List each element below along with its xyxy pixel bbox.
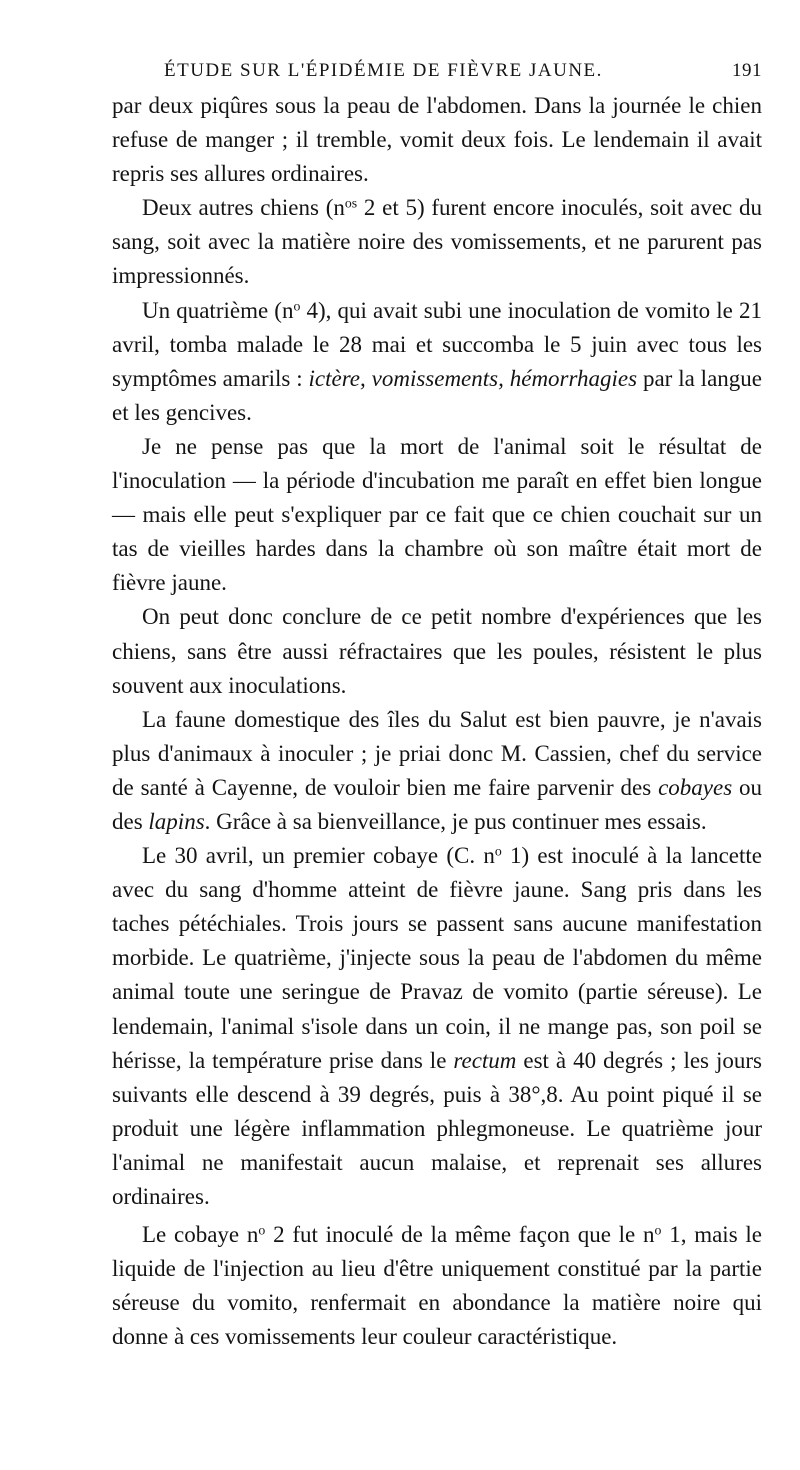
italic-text: lapins: [148, 808, 205, 834]
paragraph-text: par deux piqûres sous la peau de l'abdomen. Dans la journée le chien refuse de manger ; il tremble, vomit deux fois. Le lendemain il avait repris ses allures ordinaires.: [112, 93, 762, 187]
paragraph-text: 2 et 5) furent encore inoculés, soit avec du sang, soit avec la matière noire des vomissements, et ne parurent pas impressionnés.: [112, 195, 763, 289]
paragraph-text: Je ne pense pas que la mort de l'animal soit le résultat de l'inoculation — la période d'incubation me paraît en effet bien longue — mais elle peut s'expliquer par ce fait que ce chien couchait sur un tas de vieilles hardes dans la chambre où son maître était mort de fièvre jaune.: [112, 433, 762, 596]
paragraph-text: . Grâce à sa bienveillance, je pus continuer mes essais.: [204, 808, 707, 834]
paragraph-text: Le 30 avril, un premier cobaye (C. n: [142, 843, 495, 869]
paragraph-text: est à 40 degrés ; les jours suivants elle descend à 39 degrés, puis à 38°,8. Au point piqué il se produit une légère inflammation phlegmoneuse. Le quatrième jour l'animal ne manifestait aucun malaise, et reprenait ses allures ordinaires.: [112, 1047, 762, 1209]
paragraph-2: [112, 191, 762, 293]
paragraph-text: 4), qui avait subi une inoculation de vomito le 21 avril, tomba malade le 28 mai et succomba le 5 juin avec tous les symptômes amarils :: [112, 297, 762, 391]
running-title: ÉTUDE SUR L'ÉPIDÉMIE DE FIÈVRE JAUNE.: [164, 60, 603, 81]
paragraph-text: Un quatrième (n: [142, 297, 294, 323]
paragraph-1: [112, 89, 762, 191]
page-number: 191: [732, 60, 762, 81]
italic-text: rectum: [453, 1047, 517, 1073]
superscript: o: [494, 843, 502, 859]
paragraph-text: On peut donc conclure de ce petit nombre d'expériences que les chiens, sans être aussi réfractaires que les poules, résistent le plus souvent aux inoculations.: [112, 604, 762, 698]
body-text: [112, 89, 762, 1354]
paragraph-7: [112, 839, 762, 1214]
page-header: [112, 60, 762, 88]
superscript: os: [344, 195, 358, 211]
superscript: o: [293, 297, 301, 313]
paragraph-4: [112, 430, 762, 600]
paragraph-text: Le cobaye n: [142, 1222, 259, 1248]
paragraph-text: 1, mais le liquide de l'injection au lieu d'être uniquement constitué par la partie séreuse du vomito, renfermait en abondance la matière noire qui donne à ces vomissements leur couleur caractéristique.: [112, 1222, 762, 1350]
superscript: o: [258, 1222, 266, 1238]
paragraph-text: par la langue et les gencives.: [112, 365, 762, 425]
paragraph-5: [112, 600, 762, 702]
paragraph-3: [112, 294, 762, 430]
italic-text: cobayes: [658, 774, 733, 800]
paragraph-text: ou des: [112, 774, 762, 834]
paragraph-6: [112, 703, 762, 839]
paragraph-text: Deux autres chiens (n: [142, 195, 345, 221]
paragraph-text: La faune domestique des îles du Salut est bien pauvre, je n'avais plus d'animaux à inoculer ; je priai donc M. Cassien, chef du service de santé à Cayenne, de vouloir bien me faire parvenir des: [112, 706, 762, 800]
paragraph-8: [112, 1218, 762, 1354]
italic-text: ictère, vomissements, hémorrhagies: [308, 365, 638, 391]
superscript: o: [654, 1222, 662, 1238]
paragraph-text: 2 fut inoculé de la même façon que le n: [265, 1222, 655, 1248]
paragraph-text: 1) est inoculé à la lancette avec du sang d'homme atteint de fièvre jaune. Sang pris dans les taches pétéchiales. Trois jours se passent sans aucune manifestation morbide. Le quatrième, j'injecte sous la peau de l'abdomen du même animal toute une seringue de Pravaz de vomito (partie séreuse). Le lendemain, l'animal s'isole dans un coin, il ne mange pas, son poil se hérisse, la température prise dans le: [112, 843, 763, 1073]
